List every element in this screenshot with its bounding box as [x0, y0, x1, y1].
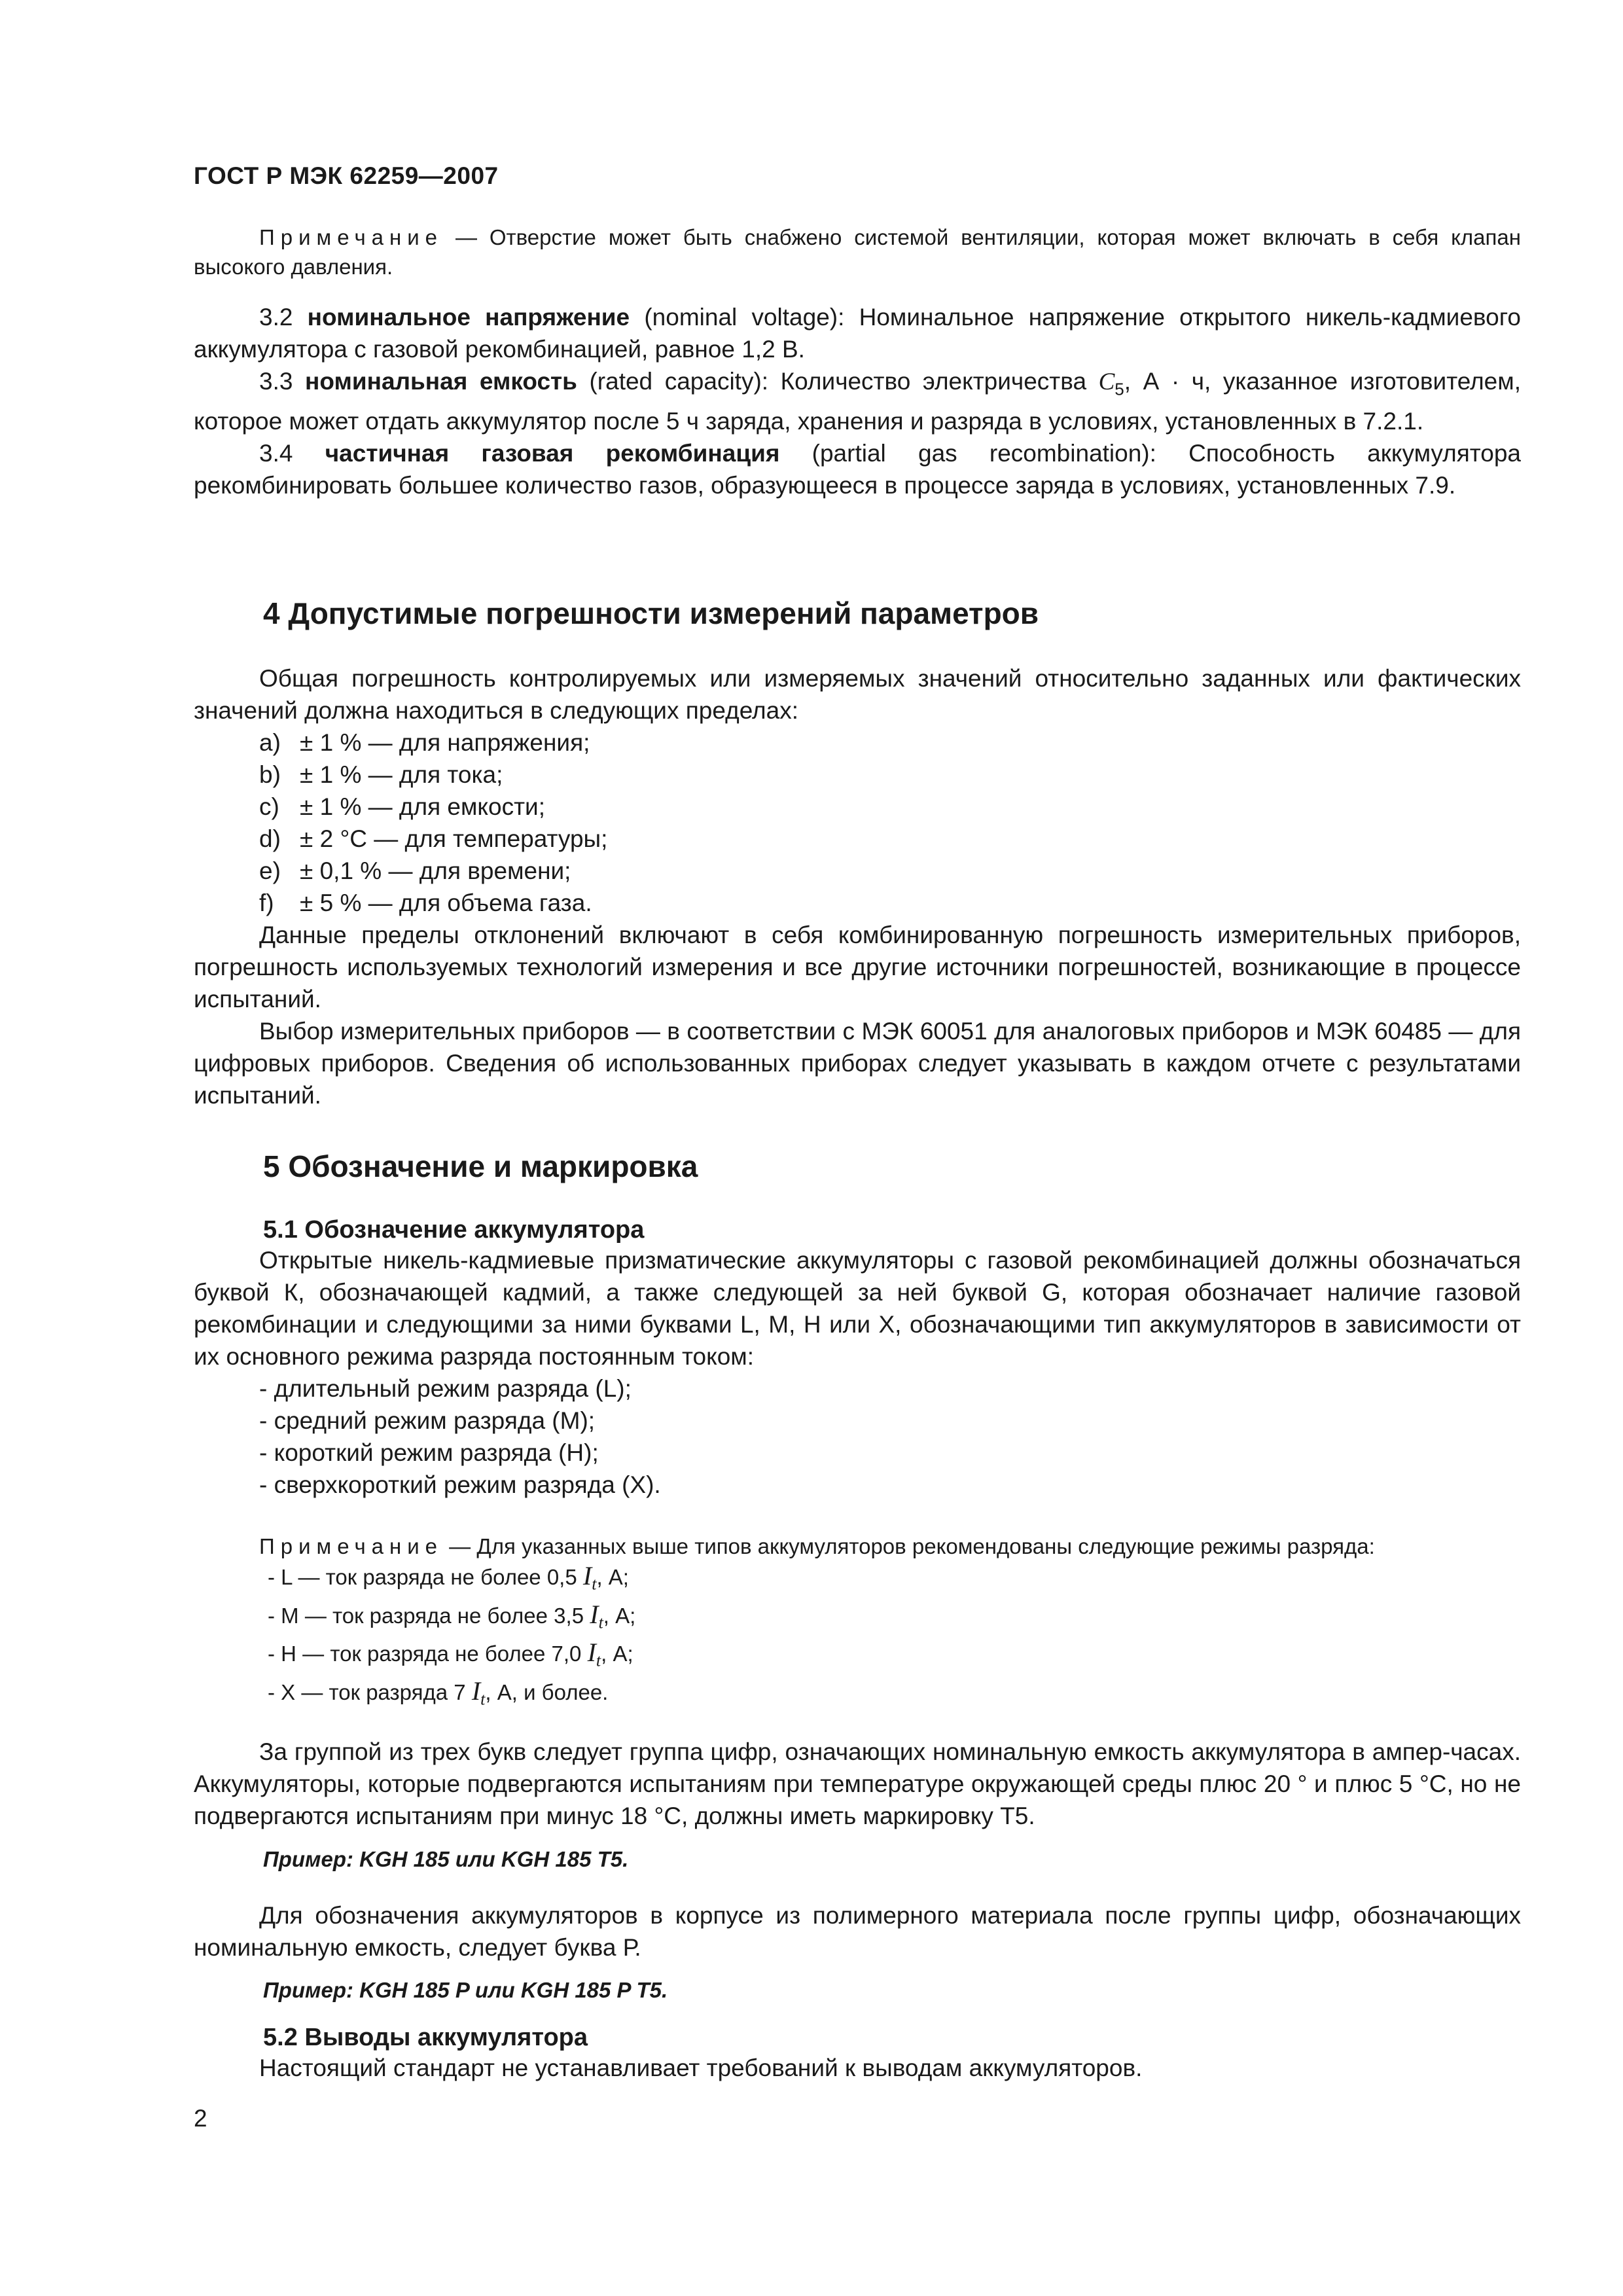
section-4-intro: Общая погрешность контролируемых или измеряемых значений относительно заданных или фактических значений должна находиться в следующих пределах: — [194, 665, 1521, 724]
subsection-5-1-title: 5.1 Обозначение аккумулятора — [263, 1216, 645, 1244]
note-label: Примечание — [259, 1534, 444, 1558]
discharge-mode-item: - длительный режим разряда (L); — [259, 1375, 632, 1402]
discharge-mode-item: - средний режим разряда (M); — [259, 1407, 596, 1434]
marking-paragraph: За группой из трех букв следует группа цифр, означающих номинальную емкость аккумулятора в ампер-часах. Аккумуляторы, которые подвергаются испытаниям при температуре окружающей среды плюс 20 ° и плюс 5 °С, но не подвергаются испытаниям при минус 18 °С, должны иметь маркировку Т5. — [194, 1738, 1521, 1829]
term-nominal-voltage: номинальное напряжение — [307, 304, 630, 331]
definitions-block — [194, 301, 1521, 501]
note-item: - X — ток разряда 7 $I_t$, А, и более. — [268, 1676, 609, 1709]
discharge-mode-item: - сверхкороткий режим разряда (X). — [259, 1471, 661, 1498]
definition-3-2: 3.2 номинальное напряжение (nominal voltage): Номинальное напряжение открытого никель-кадмиевого аккумулятора с газовой рекомбинацией, равное 1,2 В. — [194, 304, 1522, 363]
tolerance-item: f) ± 5 % — для объема газа. — [259, 889, 592, 916]
page-number: 2 — [194, 2105, 207, 2132]
subsection-5-1-para: Открытые никель-кадмиевые призматические аккумуляторы с газовой рекомбинацией должны обозначаться буквой К, обозначающей кадмий, а также следующей за ней буквой G, которая обозначает наличие газовой рекомбинации и следующими за ними буквами L, M, H или X, обозначающими тип аккумуляторов в зависимости от их основного режима разряда постоянным током: — [194, 1247, 1521, 1370]
subsection-5-1 — [194, 1216, 1521, 1501]
section-4-para-instruments: Выбор измерительных приборов — в соответствии с МЭК 60051 для аналоговых приборов и МЭК 60485 — для цифровых приборов. Сведения об использованных приборах следует указывать в каждом отчете с результатами испытаний. — [194, 1018, 1521, 1109]
document-page — [194, 0, 1521, 2296]
note-item: - H — ток разряда не более 7,0 $I_t$, А; — [268, 1638, 633, 1670]
subsection-5-2-para: Настоящий стандарт не устанавливает требований к выводам аккумуляторов. — [259, 2054, 1143, 2081]
definition-3-3: 3.3 номинальная емкость (rated capacity): Количество электричества $C_5$, А · ч, указанное изготовителем, которое может отдать аккумулятор после 5 ч заряда, хранения и разряда в условиях, установленных в 7.2.1. — [194, 368, 1521, 435]
subsection-5-2 — [194, 2024, 1521, 2084]
note-text: — Отверстие может быть снабжено системой вентиляции, которая может включать в себя клапан высокого давления. — [194, 225, 1521, 279]
term-partial-gas-recombination: частичная газовая рекомбинация — [325, 440, 780, 467]
note-item: - M — ток разряда не более 3,5 $I_t$, А; — [268, 1599, 636, 1632]
capacity-symbol: C — [1098, 368, 1115, 395]
tolerance-item: b) ± 1 % — для тока; — [259, 761, 503, 788]
discharge-note — [194, 1532, 1521, 1714]
subsection-5-2-title: 5.2 Выводы аккумулятора — [263, 2024, 588, 2051]
note-block — [194, 223, 1521, 281]
section-4-title: 4 Допустимые погрешности измерений параметров — [263, 596, 1039, 630]
tolerance-item: a) ± 1 % — для напряжения; — [259, 729, 590, 756]
definition-3-4: 3.4 частичная газовая рекомбинация (partial gas recombination): Способность аккумулятора рекомбинировать большее количество газов, образующееся в процессе заряда в условиях, установленных 7.9. — [194, 440, 1522, 499]
section-4-body — [194, 662, 1521, 1111]
tolerance-item: e) ± 0,1 % — для времени; — [259, 857, 571, 884]
tolerance-item: d) ± 2 °C — для температуры; — [259, 825, 608, 852]
tolerance-item: c) ± 1 % — для емкости; — [259, 793, 545, 820]
note-text: — Для указанных выше типов аккумуляторов рекомендованы следующие режимы разряда: — [443, 1534, 1375, 1558]
discharge-mode-item: - короткий режим разряда (H); — [259, 1439, 599, 1466]
polymer-paragraph: Для обозначения аккумуляторов в корпусе из полимерного материала после группы цифр, обозначающих номинальную емкость, следует буква Р. — [194, 1902, 1521, 1961]
document-header: ГОСТ Р МЭК 62259—2007 — [194, 162, 499, 189]
note-item: - L — ток разряда не более 0,5 $I_t$, А; — [268, 1561, 629, 1594]
example-1: Пример: KGH 185 или KGH 185 T5. — [263, 1847, 629, 1871]
term-rated-capacity: номинальная емкость — [305, 368, 577, 395]
section-5-title: 5 Обозначение и маркировка — [263, 1149, 698, 1183]
section-4-para-limits: Данные пределы отклонений включают в себя комбинированную погрешность измерительных приборов, погрешность используемых технологий измерения и все другие источники погрешностей, возникающие в процессе испытаний. — [194, 922, 1521, 1013]
example-2: Пример: KGH 185 P или KGH 185 P T5. — [263, 1978, 668, 2002]
note-label: Примечание — [259, 225, 444, 249]
